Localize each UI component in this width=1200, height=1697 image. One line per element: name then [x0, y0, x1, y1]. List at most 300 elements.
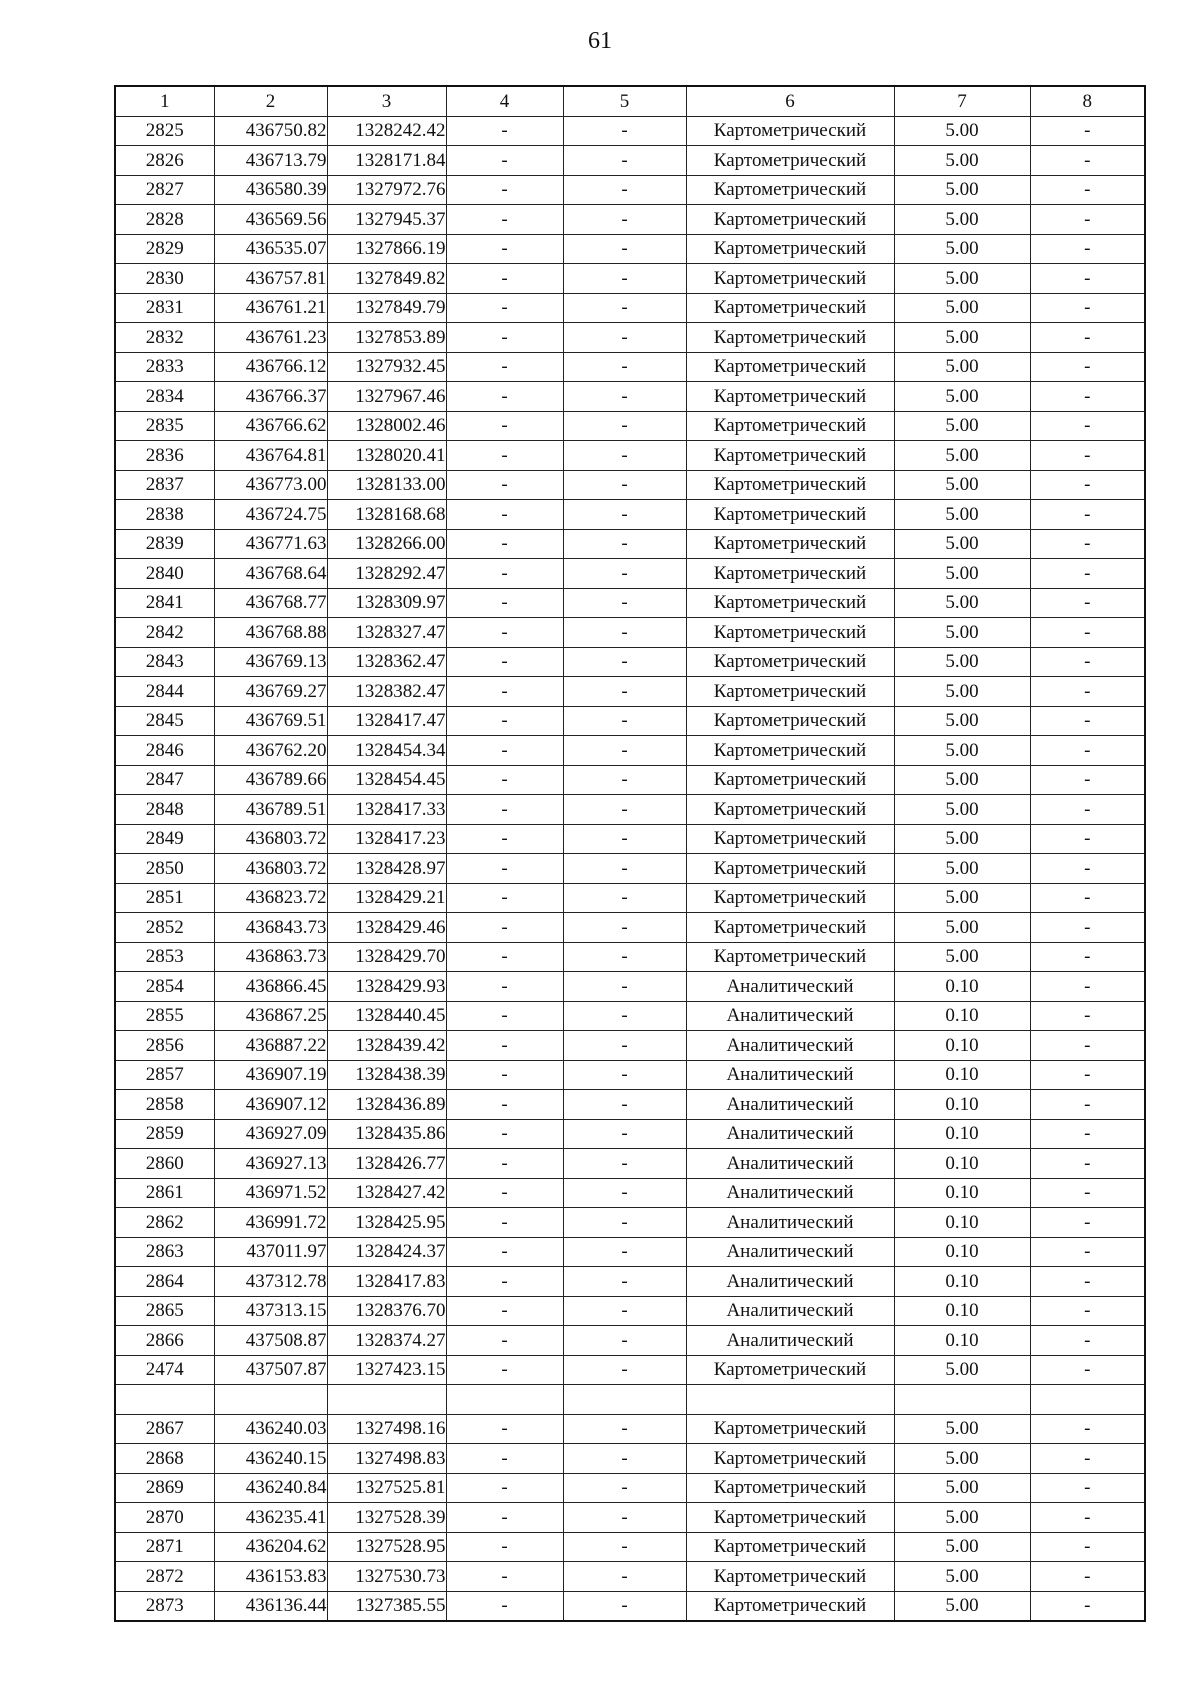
table-cell-col-2: 436235.41 [214, 1503, 327, 1533]
table-cell-col-6: Картометрический [686, 500, 894, 530]
table-cell-col-3: 1328439.42 [327, 1031, 446, 1061]
table-cell-col-1: 2867 [115, 1414, 214, 1444]
table-cell-col-8: - [1030, 1149, 1145, 1179]
table-cell-col-2: 436971.52 [214, 1178, 327, 1208]
table-row [115, 323, 1145, 353]
table-cell-col-4: - [446, 559, 563, 589]
table-cell-col-4: - [446, 1503, 563, 1533]
table-cell-col-8: - [1030, 1296, 1145, 1326]
table-cell-col-2: 436535.07 [214, 234, 327, 264]
table-cell-col-5: - [563, 529, 686, 559]
table-cell-col-6: Картометрический [686, 293, 894, 323]
table-cell-col-2: 436789.51 [214, 795, 327, 825]
table-cell-col-2: 436769.51 [214, 706, 327, 736]
table-row [115, 1385, 1145, 1415]
table-cell-col-7: 5.00 [894, 116, 1030, 146]
table-cell-col-6: Аналитический [686, 972, 894, 1002]
table-cell-col-4: - [446, 1178, 563, 1208]
table-cell-col-1: 2863 [115, 1237, 214, 1267]
column-header-1: 1 [115, 86, 214, 116]
table-row [115, 470, 1145, 500]
table-cell-col-2: 436768.77 [214, 588, 327, 618]
table-cell-col-7: 5.00 [894, 500, 1030, 530]
table-cell-col-5: - [563, 677, 686, 707]
table-cell-col-3: 1327528.39 [327, 1503, 446, 1533]
table-cell-col-1: 2856 [115, 1031, 214, 1061]
table-cell-col-2: 436750.82 [214, 116, 327, 146]
table-cell-col-2: 436762.20 [214, 736, 327, 766]
table-cell-col-2: 436240.03 [214, 1414, 327, 1444]
table-row [115, 234, 1145, 264]
table-row [115, 264, 1145, 294]
table-cell-col-7: 5.00 [894, 677, 1030, 707]
table-cell-col-4: - [446, 736, 563, 766]
table-cell-col-7: 5.00 [894, 795, 1030, 825]
table-cell-col-6: Картометрический [686, 765, 894, 795]
table-cell-col-2: 436863.73 [214, 942, 327, 972]
table-cell-col-4: - [446, 146, 563, 176]
table-cell-col-1: 2866 [115, 1326, 214, 1356]
table-cell-col-6: Аналитический [686, 1267, 894, 1297]
table-cell-col-6: Аналитический [686, 1149, 894, 1179]
table-cell-col-7: 5.00 [894, 175, 1030, 205]
table-cell-col-1: 2828 [115, 205, 214, 235]
table-cell-col-3: 1328426.77 [327, 1149, 446, 1179]
table-cell-col-5: - [563, 116, 686, 146]
table-cell-col-7: 5.00 [894, 1503, 1030, 1533]
table-cell-col-3: 1328424.37 [327, 1237, 446, 1267]
table-cell-col-1: 2827 [115, 175, 214, 205]
table-cell-col-4: - [446, 1267, 563, 1297]
table-cell-col-8: - [1030, 1532, 1145, 1562]
table-cell-col-4: - [446, 1119, 563, 1149]
table-cell-col-2: 437011.97 [214, 1237, 327, 1267]
column-header-6: 6 [686, 86, 894, 116]
table-cell-col-4: - [446, 1414, 563, 1444]
table-cell-col-4: - [446, 1473, 563, 1503]
table-cell-col-4: - [446, 293, 563, 323]
table-cell-col-5: - [563, 1473, 686, 1503]
table-cell-col-3: 1327528.95 [327, 1532, 446, 1562]
table-cell-col-3: 1328438.39 [327, 1060, 446, 1090]
table-cell-col-5: - [563, 1149, 686, 1179]
table-cell-col-7: 0.10 [894, 1060, 1030, 1090]
table-cell-col-6: Картометрический [686, 1444, 894, 1474]
table-cell-col-8: - [1030, 765, 1145, 795]
table-cell-col-8: - [1030, 352, 1145, 382]
table-cell-col-8: - [1030, 883, 1145, 913]
table-cell-col-3: 1328168.68 [327, 500, 446, 530]
table-row [115, 736, 1145, 766]
table-row [115, 854, 1145, 884]
table-cell-col-2: 436768.64 [214, 559, 327, 589]
table-cell-col-2: 436907.19 [214, 1060, 327, 1090]
table-cell-col-1: 2853 [115, 942, 214, 972]
table-cell-col-6: Картометрический [686, 411, 894, 441]
table-cell-col-1: 2844 [115, 677, 214, 707]
table-cell-col-7: 5.00 [894, 588, 1030, 618]
table-cell-col-4: - [446, 972, 563, 1002]
table-cell-col-2: 436803.72 [214, 824, 327, 854]
table-cell-col-6: Картометрический [686, 382, 894, 412]
table-cell-col-7: 0.10 [894, 1267, 1030, 1297]
table-row [115, 618, 1145, 648]
table-cell-col-8: - [1030, 1591, 1145, 1621]
table-cell-col-8: - [1030, 972, 1145, 1002]
table-cell-col-2: 436773.00 [214, 470, 327, 500]
table-cell-col-6: Аналитический [686, 1090, 894, 1120]
table-cell-col-1: 2833 [115, 352, 214, 382]
table-cell-col-1: 2848 [115, 795, 214, 825]
table-cell-col-4: - [446, 264, 563, 294]
table-cell-col-1: 2842 [115, 618, 214, 648]
table-cell-col-3: 1327385.55 [327, 1591, 446, 1621]
table-cell-col-5: - [563, 1060, 686, 1090]
table-cell-col-7: 0.10 [894, 1031, 1030, 1061]
table-cell-col-1: 2873 [115, 1591, 214, 1621]
table-cell-col-5: - [563, 559, 686, 589]
table-row [115, 1591, 1145, 1621]
table-cell-col-7: 5.00 [894, 293, 1030, 323]
table-cell-col-8: - [1030, 234, 1145, 264]
table-cell-col-5: - [563, 824, 686, 854]
table-cell-col-6: Картометрический [686, 1532, 894, 1562]
table-cell-col-5: - [563, 972, 686, 1002]
table-cell-col-4: - [446, 1591, 563, 1621]
table-cell-col-7: 5.00 [894, 411, 1030, 441]
table-cell-col-1: 2865 [115, 1296, 214, 1326]
table-cell-col-4: - [446, 1060, 563, 1090]
table-cell-col-2: 437313.15 [214, 1296, 327, 1326]
table-cell-col-3: 1328362.47 [327, 647, 446, 677]
table-cell-col-3: 1327498.83 [327, 1444, 446, 1474]
table-row [115, 588, 1145, 618]
table-cell-col-2: 436789.66 [214, 765, 327, 795]
table-cell-col-5: - [563, 1444, 686, 1474]
table-cell-col-5: - [563, 411, 686, 441]
table-cell-col-7: 5.00 [894, 824, 1030, 854]
table-cell-col-1: 2855 [115, 1001, 214, 1031]
table-cell-col-1 [115, 1385, 214, 1415]
header-row [115, 86, 1145, 116]
table-cell-col-6: Картометрический [686, 913, 894, 943]
table-cell-col-3: 1328429.70 [327, 942, 446, 972]
table-cell-col-8: - [1030, 470, 1145, 500]
table-row [115, 1060, 1145, 1090]
table-cell-col-6: Картометрический [686, 588, 894, 618]
table-cell-col-1: 2825 [115, 116, 214, 146]
table-cell-col-7: 5.00 [894, 765, 1030, 795]
table-cell-col-3: 1328292.47 [327, 559, 446, 589]
table-cell-col-2: 436761.23 [214, 323, 327, 353]
table-cell-col-1: 2843 [115, 647, 214, 677]
table-cell-col-7: 5.00 [894, 1444, 1030, 1474]
table-cell-col-7: 0.10 [894, 1119, 1030, 1149]
table-cell-col-2: 436766.37 [214, 382, 327, 412]
table-cell-col-1: 2854 [115, 972, 214, 1002]
table-cell-col-5: - [563, 1031, 686, 1061]
table-cell-col-3: 1328425.95 [327, 1208, 446, 1238]
table-cell-col-1: 2858 [115, 1090, 214, 1120]
table-cell-col-7: 5.00 [894, 323, 1030, 353]
table-cell-col-7: 5.00 [894, 470, 1030, 500]
table-cell-col-6: Картометрический [686, 205, 894, 235]
table-row [115, 1090, 1145, 1120]
table-cell-col-7: 0.10 [894, 1326, 1030, 1356]
table-cell-col-7: 0.10 [894, 1178, 1030, 1208]
table-cell-col-5: - [563, 352, 686, 382]
table-row [115, 1267, 1145, 1297]
table-cell-col-4: - [446, 323, 563, 353]
table-cell-col-6: Аналитический [686, 1001, 894, 1031]
table-cell-col-7: 5.00 [894, 1355, 1030, 1385]
table-cell-col-6: Картометрический [686, 706, 894, 736]
table-row [115, 824, 1145, 854]
table-cell-col-2: 436843.73 [214, 913, 327, 943]
table-cell-col-8: - [1030, 205, 1145, 235]
table-cell-col-1: 2862 [115, 1208, 214, 1238]
table-cell-col-8: - [1030, 382, 1145, 412]
table-cell-col-2: 436867.25 [214, 1001, 327, 1031]
table-cell-col-4: - [446, 1444, 563, 1474]
table-row [115, 116, 1145, 146]
table-cell-col-2: 436240.15 [214, 1444, 327, 1474]
table-cell-col-5: - [563, 1503, 686, 1533]
table-row [115, 1532, 1145, 1562]
table-cell-col-5: - [563, 913, 686, 943]
table-cell-col-5: - [563, 883, 686, 913]
table-cell-col-7: 5.00 [894, 854, 1030, 884]
table-cell-col-7: 5.00 [894, 913, 1030, 943]
table-cell-col-1: 2870 [115, 1503, 214, 1533]
table-row [115, 382, 1145, 412]
table-cell-col-4: - [446, 352, 563, 382]
table-cell-col-6: Картометрический [686, 795, 894, 825]
table-cell-col-2: 436766.12 [214, 352, 327, 382]
table-cell-col-6: Аналитический [686, 1178, 894, 1208]
table-cell-col-4: - [446, 411, 563, 441]
table-row [115, 1414, 1145, 1444]
table-cell-col-4: - [446, 441, 563, 471]
column-header-4: 4 [446, 86, 563, 116]
table-cell-col-2: 436771.63 [214, 529, 327, 559]
table-cell-col-2: 436580.39 [214, 175, 327, 205]
table-cell-col-4: - [446, 1326, 563, 1356]
table-cell-col-3: 1328374.27 [327, 1326, 446, 1356]
coordinates-table [114, 85, 1146, 1622]
table-cell-col-8: - [1030, 1237, 1145, 1267]
table-row [115, 1444, 1145, 1474]
table-cell-col-4: - [446, 942, 563, 972]
table-cell-col-5: - [563, 1178, 686, 1208]
table-cell-col-6: Картометрический [686, 854, 894, 884]
table-cell-col-2: 436204.62 [214, 1532, 327, 1562]
table-cell-col-7: 5.00 [894, 382, 1030, 412]
table-cell-col-3: 1328454.45 [327, 765, 446, 795]
table-cell-col-7: 5.00 [894, 205, 1030, 235]
table-row [115, 1237, 1145, 1267]
table-cell-col-8: - [1030, 1001, 1145, 1031]
table-cell-col-4: - [446, 1090, 563, 1120]
table-row [115, 677, 1145, 707]
table-cell-col-6: Картометрический [686, 1503, 894, 1533]
table-cell-col-2: 436927.13 [214, 1149, 327, 1179]
table-row [115, 942, 1145, 972]
table-cell-col-7: 5.00 [894, 234, 1030, 264]
table-cell-col-8: - [1030, 1060, 1145, 1090]
table-cell-col-8: - [1030, 1208, 1145, 1238]
table-cell-col-6: Картометрический [686, 323, 894, 353]
table-cell-col-5: - [563, 500, 686, 530]
table-cell-col-6: Картометрический [686, 1355, 894, 1385]
table-cell-col-5: - [563, 1090, 686, 1120]
table-cell-col-8: - [1030, 913, 1145, 943]
table-cell-col-6: Аналитический [686, 1060, 894, 1090]
table-cell-col-8: - [1030, 1119, 1145, 1149]
table-cell-col-1: 2845 [115, 706, 214, 736]
table-cell-col-3: 1328417.33 [327, 795, 446, 825]
table-cell-col-8: - [1030, 411, 1145, 441]
table-cell-col-2: 436769.27 [214, 677, 327, 707]
table-cell-col-6: Аналитический [686, 1237, 894, 1267]
table-cell-col-5: - [563, 1591, 686, 1621]
table-cell-col-4: - [446, 116, 563, 146]
table-cell-col-5: - [563, 706, 686, 736]
table-cell-col-3: 1328454.34 [327, 736, 446, 766]
table-cell-col-4: - [446, 1001, 563, 1031]
table-cell-col-1: 2830 [115, 264, 214, 294]
table-cell-col-1: 2852 [115, 913, 214, 943]
table-cell-col-3: 1328427.42 [327, 1178, 446, 1208]
table-cell-col-8 [1030, 1385, 1145, 1415]
table-cell-col-3: 1327423.15 [327, 1355, 446, 1385]
table-cell-col-8: - [1030, 1267, 1145, 1297]
table-cell-col-4: - [446, 500, 563, 530]
table-cell-col-6: Картометрический [686, 1473, 894, 1503]
table-cell-col-4: - [446, 1237, 563, 1267]
table-cell-col-7: 0.10 [894, 1001, 1030, 1031]
table-cell-col-2: 436769.13 [214, 647, 327, 677]
table-cell-col-7: 5.00 [894, 559, 1030, 589]
table-row [115, 175, 1145, 205]
table-cell-col-3: 1327525.81 [327, 1473, 446, 1503]
table-cell-col-3: 1328428.97 [327, 854, 446, 884]
table-cell-col-1: 2857 [115, 1060, 214, 1090]
table-cell-col-8: - [1030, 264, 1145, 294]
table-cell-col-1: 2871 [115, 1532, 214, 1562]
table-cell-col-6: Картометрический [686, 234, 894, 264]
table-cell-col-7 [894, 1385, 1030, 1415]
table-cell-col-6: Аналитический [686, 1031, 894, 1061]
table-cell-col-4: - [446, 824, 563, 854]
table-cell-col-4: - [446, 205, 563, 235]
table-cell-col-4: - [446, 1296, 563, 1326]
table-cell-col-7: 5.00 [894, 352, 1030, 382]
table-cell-col-1: 2868 [115, 1444, 214, 1474]
table-row [115, 1178, 1145, 1208]
table-cell-col-3: 1328020.41 [327, 441, 446, 471]
table-cell-col-7: 5.00 [894, 1473, 1030, 1503]
table-cell-col-7: 5.00 [894, 1414, 1030, 1444]
table-cell-col-8: - [1030, 146, 1145, 176]
table-cell-col-8: - [1030, 1444, 1145, 1474]
table-cell-col-7: 5.00 [894, 883, 1030, 913]
table-cell-col-5: - [563, 1237, 686, 1267]
table-cell-col-1: 2835 [115, 411, 214, 441]
table-cell-col-7: 0.10 [894, 1208, 1030, 1238]
table-row [115, 1149, 1145, 1179]
table-cell-col-8: - [1030, 854, 1145, 884]
table-cell-col-1: 2861 [115, 1178, 214, 1208]
table-cell-col-1: 2847 [115, 765, 214, 795]
table-cell-col-3: 1328382.47 [327, 677, 446, 707]
table-cell-col-2: 436240.84 [214, 1473, 327, 1503]
table-cell-col-8: - [1030, 795, 1145, 825]
table-body [115, 116, 1145, 1621]
table-row [115, 411, 1145, 441]
table-cell-col-1: 2850 [115, 854, 214, 884]
table-cell-col-4 [446, 1385, 563, 1415]
table-cell-col-8: - [1030, 1326, 1145, 1356]
table-cell-col-5: - [563, 205, 686, 235]
column-header-7: 7 [894, 86, 1030, 116]
table-cell-col-1: 2829 [115, 234, 214, 264]
table-row [115, 441, 1145, 471]
table-cell-col-1: 2838 [115, 500, 214, 530]
table-cell-col-8: - [1030, 323, 1145, 353]
table-cell-col-8: - [1030, 175, 1145, 205]
table-cell-col-3: 1327849.82 [327, 264, 446, 294]
table-cell-col-1: 2841 [115, 588, 214, 618]
table-header [115, 86, 1145, 116]
table-cell-col-6: Картометрический [686, 116, 894, 146]
table-cell-col-1: 2869 [115, 1473, 214, 1503]
table-cell-col-2: 436991.72 [214, 1208, 327, 1238]
table-cell-col-6: Картометрический [686, 559, 894, 589]
table-cell-col-6: Картометрический [686, 883, 894, 913]
table-cell-col-2: 436136.44 [214, 1591, 327, 1621]
table-cell-col-8: - [1030, 677, 1145, 707]
table-cell-col-8: - [1030, 1503, 1145, 1533]
table-cell-col-7: 5.00 [894, 706, 1030, 736]
table-cell-col-2: 436724.75 [214, 500, 327, 530]
table-cell-col-4: - [446, 765, 563, 795]
table-cell-col-7: 5.00 [894, 529, 1030, 559]
table-cell-col-5: - [563, 588, 686, 618]
table-cell-col-4: - [446, 382, 563, 412]
table-cell-col-4: - [446, 1532, 563, 1562]
table-cell-col-7: 0.10 [894, 1237, 1030, 1267]
table-cell-col-2: 436761.21 [214, 293, 327, 323]
table-cell-col-2: 437507.87 [214, 1355, 327, 1385]
table-cell-col-1: 2836 [115, 441, 214, 471]
table-cell-col-1: 2834 [115, 382, 214, 412]
table-cell-col-3 [327, 1385, 446, 1415]
table-cell-col-6: Картометрический [686, 175, 894, 205]
table-cell-col-5: - [563, 1414, 686, 1444]
table-cell-col-8: - [1030, 529, 1145, 559]
table-cell-col-8: - [1030, 588, 1145, 618]
column-header-5: 5 [563, 86, 686, 116]
table-row [115, 1473, 1145, 1503]
table-cell-col-5: - [563, 175, 686, 205]
table-cell-col-3: 1327849.79 [327, 293, 446, 323]
table-cell-col-3: 1327967.46 [327, 382, 446, 412]
table-cell-col-5: - [563, 1562, 686, 1592]
table-cell-col-2: 436766.62 [214, 411, 327, 441]
table-cell-col-6: Картометрический [686, 529, 894, 559]
table-cell-col-5: - [563, 1326, 686, 1356]
